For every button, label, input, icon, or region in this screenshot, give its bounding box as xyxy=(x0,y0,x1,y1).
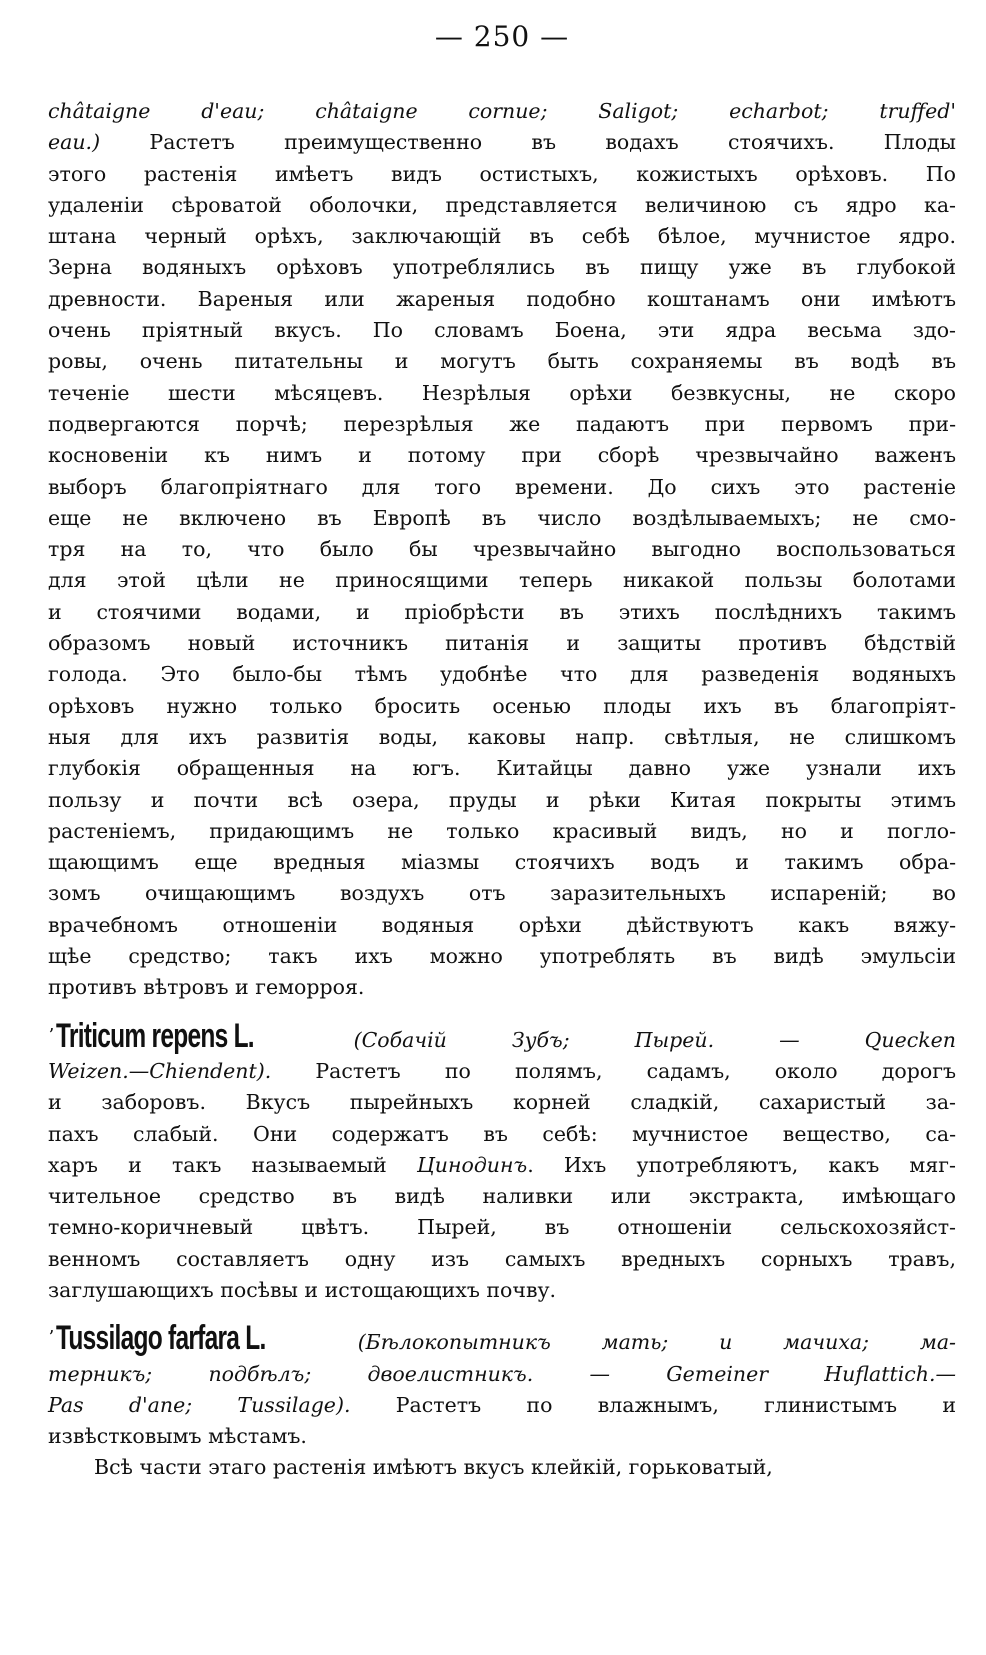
roman-text: подвергаются порчѣ; перезрѣлыя же падаютъ при первомъ при- xyxy=(48,411,956,436)
text-line xyxy=(48,753,956,784)
entry-heading: Tussilago farfara L. xyxy=(55,1319,266,1358)
paragraph-water-chestnut xyxy=(48,96,956,1004)
text-line xyxy=(48,1181,956,1212)
italic-text: eau.) xyxy=(48,130,101,155)
text-line xyxy=(48,1244,956,1275)
roman-text: косновеніи къ нимъ и потому при сборѣ чрезвычайно важенъ xyxy=(48,443,956,468)
italic-text: châtaigne d'eau; châtaigne cornue; Saligot; echarbot; truffed' xyxy=(48,99,956,123)
roman-text: заглушающихъ посѣвы и истощающихъ почву. xyxy=(48,1277,557,1302)
roman-text: ровы, очень питательны и могутъ быть сохраняемы въ водѣ въ xyxy=(48,349,956,374)
text-line xyxy=(48,972,956,1003)
roman-text: орѣховъ нужно только бросить осенью плоды ихъ въ благопріят- xyxy=(48,693,956,718)
text-line xyxy=(48,346,956,377)
text-line xyxy=(48,847,956,878)
roman-text: харъ и такъ называемый xyxy=(48,1152,417,1177)
roman-text: образомъ новый источникъ питанія и защиты противъ бѣдствій xyxy=(48,631,956,656)
roman-text: щѣе средство; такъ ихъ можно употреблять въ видѣ эмульсіи xyxy=(48,944,956,969)
text-line xyxy=(48,941,956,972)
roman-text: и стоячими водами, и пріобрѣсти въ этихъ послѣднихъ такимъ xyxy=(48,599,956,624)
entry-marker: ʼ xyxy=(48,1024,54,1046)
roman-text: и заборовъ. Вкусъ пырейныхъ корней сладкій, сахаристый за- xyxy=(48,1090,956,1115)
text-line xyxy=(48,691,956,722)
roman-text: врачебномъ отношеніи водяныя орѣхи дѣйствуютъ какъ вяжу- xyxy=(48,912,956,937)
roman-text: . Ихъ употребляютъ, какъ мяг- xyxy=(527,1152,956,1177)
text-line xyxy=(48,785,956,816)
text-line xyxy=(48,440,956,471)
text-line xyxy=(48,315,956,346)
text-line xyxy=(48,628,956,659)
text-line xyxy=(48,221,956,252)
roman-text: штана черный орѣхъ, заключающій въ себѣ бѣлое, мучнистое ядро. xyxy=(48,224,956,249)
roman-text: венномъ составляетъ одну изъ самыхъ вредныхъ сорныхъ травъ, xyxy=(48,1246,956,1271)
text-line xyxy=(48,1087,956,1118)
roman-text: глубокія обращенныя на югъ. Китайцы давно уже узнали ихъ xyxy=(48,756,956,781)
text-line xyxy=(48,127,956,158)
text-line xyxy=(48,659,956,690)
text-line xyxy=(48,472,956,503)
text-line xyxy=(48,878,956,909)
text-line xyxy=(48,565,956,596)
text-line xyxy=(48,816,956,847)
text-line xyxy=(48,534,956,565)
text-line xyxy=(48,503,956,534)
roman-text: противъ вѣтровъ и геморроя. xyxy=(48,975,365,1000)
roman-text: Зерна водяныхъ орѣховъ употреблялись въ пищу уже въ глубокой xyxy=(48,255,956,280)
text-line xyxy=(48,1119,956,1150)
roman-text: удаленіи сѣроватой оболочки, представляется величиною съ ядро ка- xyxy=(48,192,956,217)
roman-text: выборъ благопріятнаго для того времени. До сихъ это растеніе xyxy=(48,474,956,499)
roman-text: древности. Вареныя или жареныя подобно коштанамъ они имѣютъ xyxy=(48,286,956,311)
roman-text: еще не включено въ Европѣ въ число воздѣлываемыхъ; не смо- xyxy=(48,505,956,530)
roman-text: чительное средство въ видѣ наливки или экстракта, имѣющаго xyxy=(48,1184,956,1209)
entry-synonyms: (Собачій Зубъ; Пырей. — Quecken xyxy=(353,1027,956,1052)
entry-tussilago-farfara xyxy=(48,1319,956,1483)
entry-text: Растетъ по влажнымъ, глинистымъ и xyxy=(350,1392,956,1417)
text-line xyxy=(48,96,956,127)
text-line xyxy=(48,1212,956,1243)
text-line xyxy=(48,910,956,941)
entry-marker: ʼ xyxy=(48,1327,54,1349)
text-line xyxy=(48,378,956,409)
entry-text: Растетъ по полямъ, садамъ, около дорогъ xyxy=(271,1058,956,1083)
text-line xyxy=(48,284,956,315)
text-line xyxy=(48,159,956,190)
roman-text: этого растенія имѣетъ видъ остистыхъ, кожистыхъ орѣховъ. По xyxy=(48,161,956,186)
entry-synonyms-cont: Weizen.—Chiendent). xyxy=(48,1058,272,1083)
roman-text: растеніемъ, придающимъ не только красивый видъ, но и погло- xyxy=(48,818,956,843)
text-line xyxy=(48,409,956,440)
page-number: — 250 — xyxy=(434,20,570,53)
book-page xyxy=(48,18,956,1484)
paragraph-start: Всѣ части этаго растенія имѣютъ вкусъ клейкій, горьковатый, xyxy=(94,1455,773,1480)
roman-text: голода. Это было-бы тѣмъ удобнѣе что для разведенія водяныхъ xyxy=(48,662,956,687)
roman-text: зомъ очищающимъ воздухъ отъ заразительныхъ испареній; во xyxy=(48,881,956,906)
text-line xyxy=(48,597,956,628)
italic-term: Цинодинъ xyxy=(416,1152,528,1177)
roman-text: теченіе шести мѣсяцевъ. Незрѣлыя орѣхи безвкусны, не скоро xyxy=(48,380,956,405)
text-line xyxy=(48,1150,956,1181)
roman-text: для этой цѣли не приносящими теперь никакой пользы болотами xyxy=(48,568,956,593)
roman-text: темно-коричневый цвѣтъ. Пырей, въ отношеніи сельскохозяйст- xyxy=(48,1215,956,1240)
entry-triticum-repens xyxy=(48,1016,956,1307)
roman-text: тря на то, что было бы чрезвычайно выгодно воспользоваться xyxy=(48,537,956,562)
text-line xyxy=(48,722,956,753)
text-line xyxy=(48,252,956,283)
entry-synonyms-end: Pas d'ane; Tussilage). xyxy=(48,1392,351,1417)
entry-synonyms-cont: терникъ; подбѣлъ; двоелистникъ. — Gemeiner Huflattich.— xyxy=(48,1361,956,1386)
text-line xyxy=(48,190,956,221)
roman-text: щающимъ еще вредныя міазмы стоячихъ водъ и такимъ обра- xyxy=(48,850,956,875)
roman-text: очень пріятный вкусъ. По словамъ Боена, эти ядра весьма здо- xyxy=(48,318,956,343)
roman-text: Растетъ преимущественно въ водахъ стоячихъ. Плоды xyxy=(100,130,956,155)
entry-body xyxy=(48,1087,956,1306)
entry-synonyms: (Бѣлокопытникъ мать; и мачиха; ма- xyxy=(357,1330,956,1355)
roman-text: пользу и почти всѣ озера, пруды и рѣки Китая покрыты этимъ xyxy=(48,787,956,812)
entry-text-line: извѣстковымъ мѣстамъ. xyxy=(48,1424,307,1449)
roman-text: пахъ слабый. Они содержатъ въ себѣ: мучнистое вещество, са- xyxy=(48,1121,956,1146)
entry-heading: Triticum repens L. xyxy=(55,1016,254,1055)
roman-text: ныя для ихъ развитія воды, каковы напр. свѣтлыя, не слишкомъ xyxy=(48,724,956,749)
text-line xyxy=(48,1275,956,1306)
